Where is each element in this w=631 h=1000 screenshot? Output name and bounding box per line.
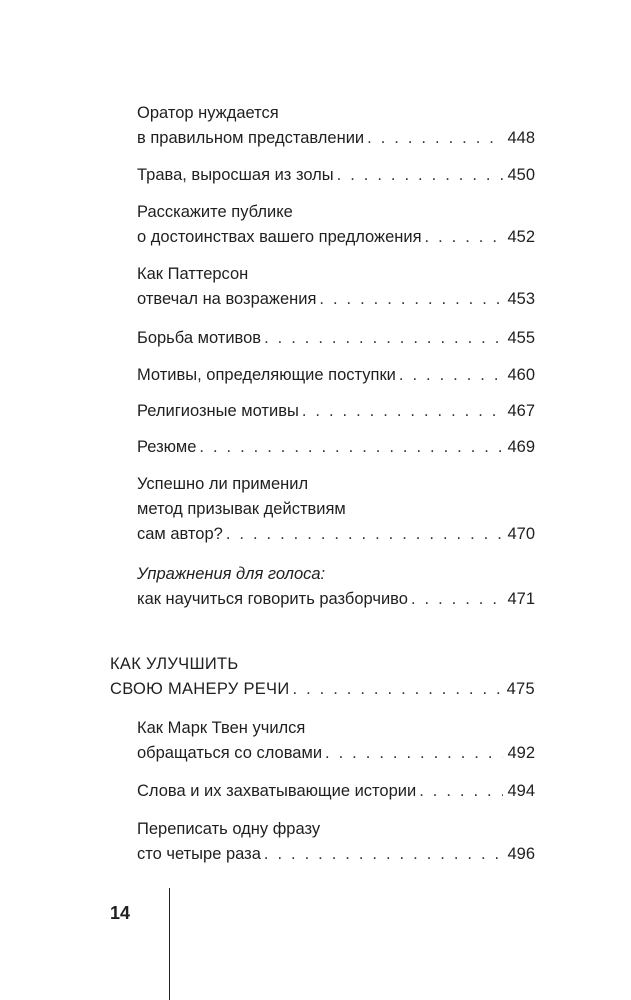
folio-page-number: 14 [110,903,131,923]
toc-entry[interactable] [137,435,535,460]
dot-leader [367,126,503,151]
toc-entry-title-line: Расскажите публике [137,203,293,221]
toc-page-number: 475 [506,680,535,698]
dot-leader [293,677,503,702]
toc-chapter-title-line: КАК УЛУЧШИТЬ [110,655,239,673]
toc-page-number: 460 [507,366,535,384]
toc-entry-last-line [137,287,535,312]
toc-entry-title: Мотивы, определяющие поступки [137,366,396,384]
toc-entry-last-line [137,435,535,460]
toc-page-number: 450 [507,166,535,184]
toc-page-number: 492 [507,744,535,762]
toc-chapter-entry[interactable] [110,652,535,702]
toc-entry-title: сам автор? [137,525,223,543]
toc-entry-last-line [137,225,535,250]
dot-leader [199,435,503,460]
toc-page-number: 452 [507,228,535,246]
toc-entry[interactable] [137,163,535,188]
toc-entry[interactable] [137,326,535,351]
toc-entry-title: Резюме [137,438,197,456]
dot-leader [264,326,503,351]
toc-page-number: 467 [507,402,535,420]
toc-entry-last-line [137,522,535,547]
toc-entry-last-line [137,363,535,388]
dot-leader [319,287,503,312]
toc-entry[interactable] [137,101,535,151]
toc-entry-title: как научиться говорить разборчиво [137,590,408,608]
toc-entry-title-line: Переписать одну фразу [137,820,321,838]
toc-entry-title-line: Успешно ли применил [137,475,309,493]
toc-entry[interactable] [137,562,535,612]
toc-entry-title: в правильном представлении [137,129,365,147]
dot-leader [337,163,504,188]
dot-leader [411,587,504,612]
vertical-divider [169,888,170,1000]
toc-page-number: 494 [507,782,535,800]
dot-leader [419,779,503,804]
toc-entry-title-line: Упражнения для голоса: [137,565,326,583]
toc-page-number: 496 [507,845,535,863]
toc-page-number: 470 [507,525,535,543]
dot-leader [302,399,504,424]
toc-entry-title: отвечал на возражения [137,290,317,308]
dot-leader [399,363,504,388]
toc-entry-title-line: Как Марк Твен учился [137,719,306,737]
toc-entry-last-line [137,126,535,151]
toc-entry-title-line: метод призывак действиям [137,500,346,518]
toc-entry-title: Борьба мотивов [137,329,262,347]
toc-entry-last-line [137,587,535,612]
toc-entry[interactable] [137,472,535,547]
toc-entry-title: сто четыре раза [137,845,261,863]
toc-entry-last-line [137,163,535,188]
dot-leader [264,842,504,867]
toc-entry-last-line [137,399,535,424]
toc-entry[interactable] [137,779,535,804]
dot-leader [425,225,504,250]
toc-entry[interactable] [137,262,535,312]
toc-entry-last-line [137,741,535,766]
toc-entry-last-line [137,779,535,804]
toc-entry-title: о достоинствах вашего предложения [137,228,422,246]
toc-page-number: 469 [507,438,535,456]
dot-leader [226,522,504,547]
toc-entry[interactable] [137,716,535,766]
toc-entry-last-line [110,677,535,702]
toc-chapter-title: СВОЮ МАНЕРУ РЕЧИ [110,680,290,698]
toc-page-number: 448 [507,129,535,147]
toc-entry[interactable] [137,817,535,867]
toc-entry-title-line: Оратор нуждается [137,104,279,122]
toc-entry[interactable] [137,200,535,250]
toc-entry-title: Трава, выросшая из золы [137,166,334,184]
toc-entry[interactable] [137,399,535,424]
toc-entry-last-line [137,326,535,351]
toc-page-number: 455 [507,329,535,347]
toc-page-number: 453 [507,290,535,308]
toc-entry-title: обращаться со словами [137,744,323,762]
toc-entry-last-line [137,842,535,867]
toc-entry-title-line: Как Паттерсон [137,265,249,283]
toc-page-number: 471 [507,590,535,608]
toc-entry-title: Слова и их захватывающие истории [137,782,417,800]
toc-entry[interactable] [137,363,535,388]
dot-leader [325,741,503,766]
toc-entry-title: Религиозные мотивы [137,402,299,420]
